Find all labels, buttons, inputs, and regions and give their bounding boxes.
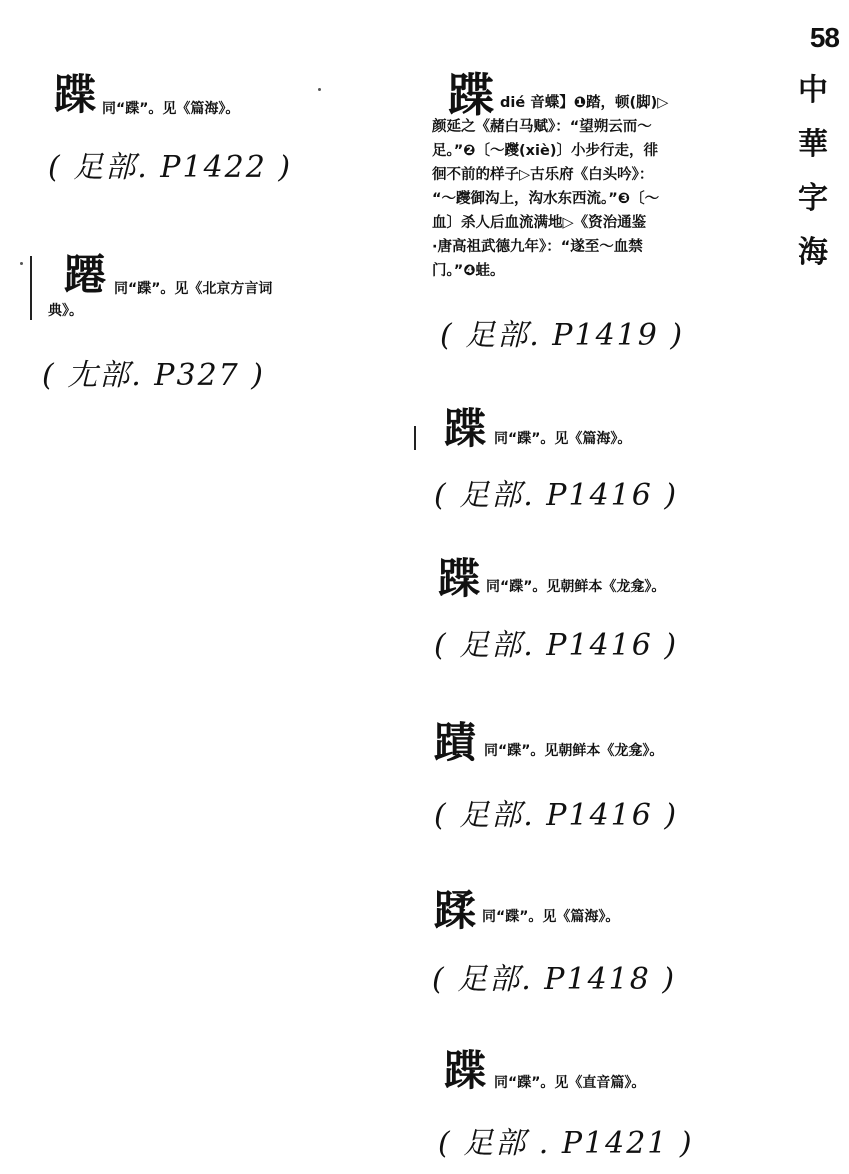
definition-line: 血〕杀人后血流满地▷《资治通鉴 <box>432 215 647 231</box>
entry-definition: 同“蹀”。见《北京方言词 <box>114 281 273 297</box>
definition-line: 足。”❷〔～躞(xiè)〕小步行走，徘 <box>432 143 658 159</box>
page-title <box>793 64 833 280</box>
handwritten-note: ( 足部. P1422 ) <box>48 150 293 185</box>
title-char: 華 <box>798 127 828 162</box>
title-char: 字 <box>798 181 828 216</box>
scan-speck <box>318 88 321 91</box>
handwritten-note: ( 足部. P1416 ) <box>434 478 679 513</box>
entry-definition: 同“蹀”。见《篇海》。 <box>102 101 240 117</box>
entry-headchar: 蹮 <box>64 250 107 299</box>
entry-definition: 典》。 <box>48 303 83 319</box>
entry-definition: 同“蹀”。见《篇海》。 <box>482 909 620 925</box>
title-char: 中 <box>798 73 828 108</box>
definition-line: dié 音蝶】❶踏，顿(脚)▷ <box>500 95 669 111</box>
entry-definition: 同“蹀”。见朝鲜本《龙龛》。 <box>484 743 664 759</box>
handwritten-note: ( 足部. P1416 ) <box>434 628 679 663</box>
entry-headchar: 蹟 <box>434 718 477 767</box>
definition-line: ·唐高祖武德九年》：“遂至～血禁 <box>432 239 643 255</box>
page-number: 58 <box>809 22 839 53</box>
entry-headchar: 蹀 <box>54 70 97 119</box>
entry-headchar: 蹀 <box>444 404 487 453</box>
entry-definition: 同“蹀”。见朝鲜本《龙龛》。 <box>486 579 666 595</box>
entry-headchar: 蹂 <box>434 886 477 935</box>
definition-line: 徊不前的样子▷古乐府《白头吟》： <box>432 167 654 183</box>
handwritten-note: ( 足部. P1419 ) <box>440 318 685 353</box>
handwritten-note: ( 足部 . P1421 ) <box>438 1126 694 1161</box>
entry-definition: 同“蹀”。见《直音篇》。 <box>494 1075 646 1091</box>
handwritten-note: ( 足部. P1416 ) <box>434 798 679 833</box>
margin-mark <box>30 256 32 320</box>
entry-headchar: 蹀 <box>438 554 481 603</box>
definition-line: 门。”❹蛙。 <box>432 263 505 279</box>
title-char: 海 <box>798 235 828 270</box>
scan-speck <box>20 262 23 265</box>
margin-mark <box>414 426 416 450</box>
handwritten-note: ( 足部. P1418 ) <box>432 962 677 997</box>
definition-line: 颜延之《赭白马赋》：“望朔云而～ <box>432 119 652 135</box>
definition-line: “～躞御沟上，沟水东西流。”❸〔～ <box>432 191 660 207</box>
entry-headchar: 蹀 <box>444 1046 487 1095</box>
entry-definition: 同“蹀”。见《篇海》。 <box>494 431 632 447</box>
handwritten-note: ( 尢部. P327 ) <box>42 358 265 393</box>
entry-headchar: 蹀 <box>448 68 494 122</box>
